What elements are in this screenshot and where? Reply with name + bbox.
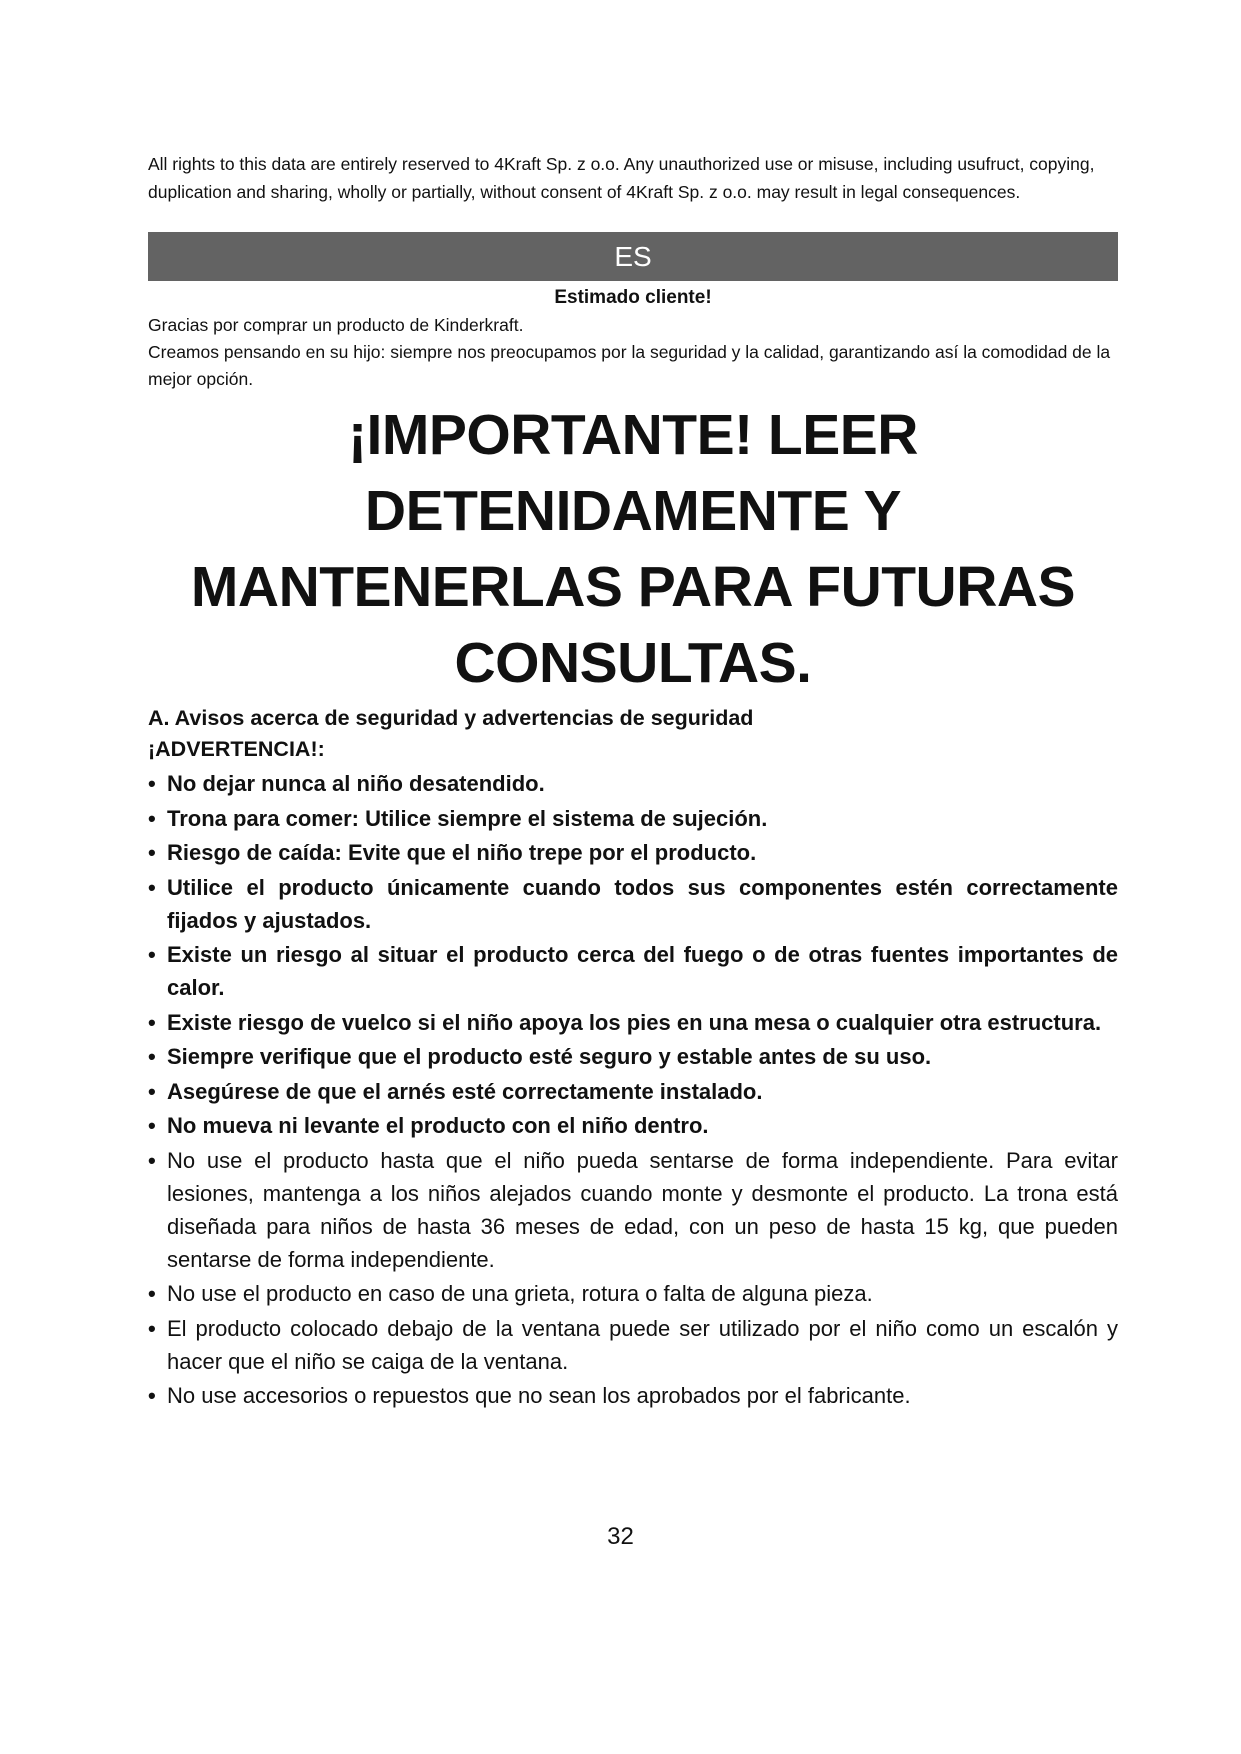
bullet-icon: • bbox=[148, 805, 156, 831]
important-headline: ¡IMPORTANTE! LEER DETENIDAMENTE Y MANTENERLAS PARA FUTURAS CONSULTAS. bbox=[190, 403, 1076, 695]
warning-item bbox=[148, 1075, 1118, 1108]
warning-text: Riesgo de caída: Evite que el niño trepe por el producto. bbox=[167, 840, 757, 865]
bullet-icon: • bbox=[148, 840, 156, 865]
warning-item bbox=[148, 1109, 1118, 1142]
bullet-icon: • bbox=[148, 1009, 156, 1035]
rights-notice: All rights to this data are entirely reserved to 4Kraft Sp. z o.o. Any unauthorized use or misuse, including usufruct, copying, duplication and sharing, wholly or partially, without consent of 4Kraft Sp. z o.o. may result in legal consequences. bbox=[148, 154, 1095, 202]
warning-text: Existe un riesgo al situar el producto cerca del fuego o de otras fuentes importantes de calor. bbox=[167, 942, 1118, 1000]
warning-item bbox=[148, 767, 1118, 800]
warning-item bbox=[148, 1277, 1118, 1310]
warning-item bbox=[148, 802, 1118, 835]
warning-item bbox=[148, 1144, 1118, 1276]
warning-text: Siempre verifique que el producto esté seguro y estable antes de su uso. bbox=[167, 1044, 932, 1069]
intro-thanks: Gracias por comprar un producto de Kinderkraft. bbox=[148, 315, 524, 335]
bullet-icon: • bbox=[148, 1078, 156, 1104]
warning-title: ¡ADVERTENCIA!: bbox=[148, 737, 325, 761]
warning-item bbox=[148, 871, 1118, 937]
warning-text: Asegúrese de que el arnés esté correctamente instalado. bbox=[167, 1078, 763, 1104]
warnings-list bbox=[148, 767, 1118, 1412]
language-banner: ES bbox=[148, 232, 1118, 281]
bullet-icon: • bbox=[148, 1147, 156, 1173]
warning-text: No use accesorios o repuestos que no sean los aprobados por el fabricante. bbox=[167, 1383, 911, 1408]
intro-description: Creamos pensando en su hijo: siempre nos preocupamos por la seguridad y la calidad, garantizando así la comodidad de la mejor opción. bbox=[148, 342, 1111, 389]
section-title: A. Avisos acerca de seguridad y advertencias de seguridad bbox=[148, 706, 754, 730]
warning-text: Existe riesgo de vuelco si el niño apoya los pies en una mesa o cualquier otra estructura. bbox=[167, 1009, 1102, 1035]
bullet-icon: • bbox=[148, 874, 156, 900]
warning-item bbox=[148, 1006, 1118, 1039]
warning-text: No dejar nunca al niño desatendido. bbox=[167, 771, 545, 796]
warning-text: Trona para comer: Utilice siempre el sistema de sujeción. bbox=[167, 805, 768, 831]
warning-item bbox=[148, 938, 1118, 1004]
bullet-icon: • bbox=[148, 942, 156, 967]
warning-item bbox=[148, 1040, 1118, 1073]
warning-text: El producto colocado debajo de la ventana puede ser utilizado por el niño como un escalón y hacer que el niño se caiga de la ventana. bbox=[167, 1315, 1118, 1374]
warning-text: No use el producto en caso de una grieta, rotura o falta de alguna pieza. bbox=[167, 1281, 873, 1306]
warning-item bbox=[148, 1312, 1118, 1378]
bullet-icon: • bbox=[148, 1113, 156, 1138]
page-number: 32 bbox=[607, 1523, 634, 1550]
warning-item bbox=[148, 836, 1118, 869]
bullet-icon: • bbox=[148, 1383, 156, 1408]
manual-page bbox=[148, 150, 1118, 1414]
bullet-icon: • bbox=[148, 1281, 156, 1306]
bullet-icon: • bbox=[148, 1044, 156, 1069]
bullet-icon: • bbox=[148, 1315, 156, 1341]
warning-text: Utilice el producto únicamente cuando todos sus componentes estén correctamente fijados y ajustados. bbox=[167, 874, 1118, 933]
bullet-icon: • bbox=[148, 771, 156, 796]
greeting: Estimado cliente! bbox=[554, 287, 712, 308]
warning-text: No use el producto hasta que el niño pueda sentarse de forma independiente. Para evitar lesiones, mantenga a los niños alejados cuando monte y desmonte el producto. La trona está diseñada para niños de hasta 36 meses de edad, con un peso de hasta 15 kg, que pueden sentarse de forma independiente. bbox=[167, 1147, 1118, 1272]
warning-item bbox=[148, 1379, 1118, 1412]
warning-text: No mueva ni levante el producto con el niño dentro. bbox=[167, 1113, 709, 1138]
